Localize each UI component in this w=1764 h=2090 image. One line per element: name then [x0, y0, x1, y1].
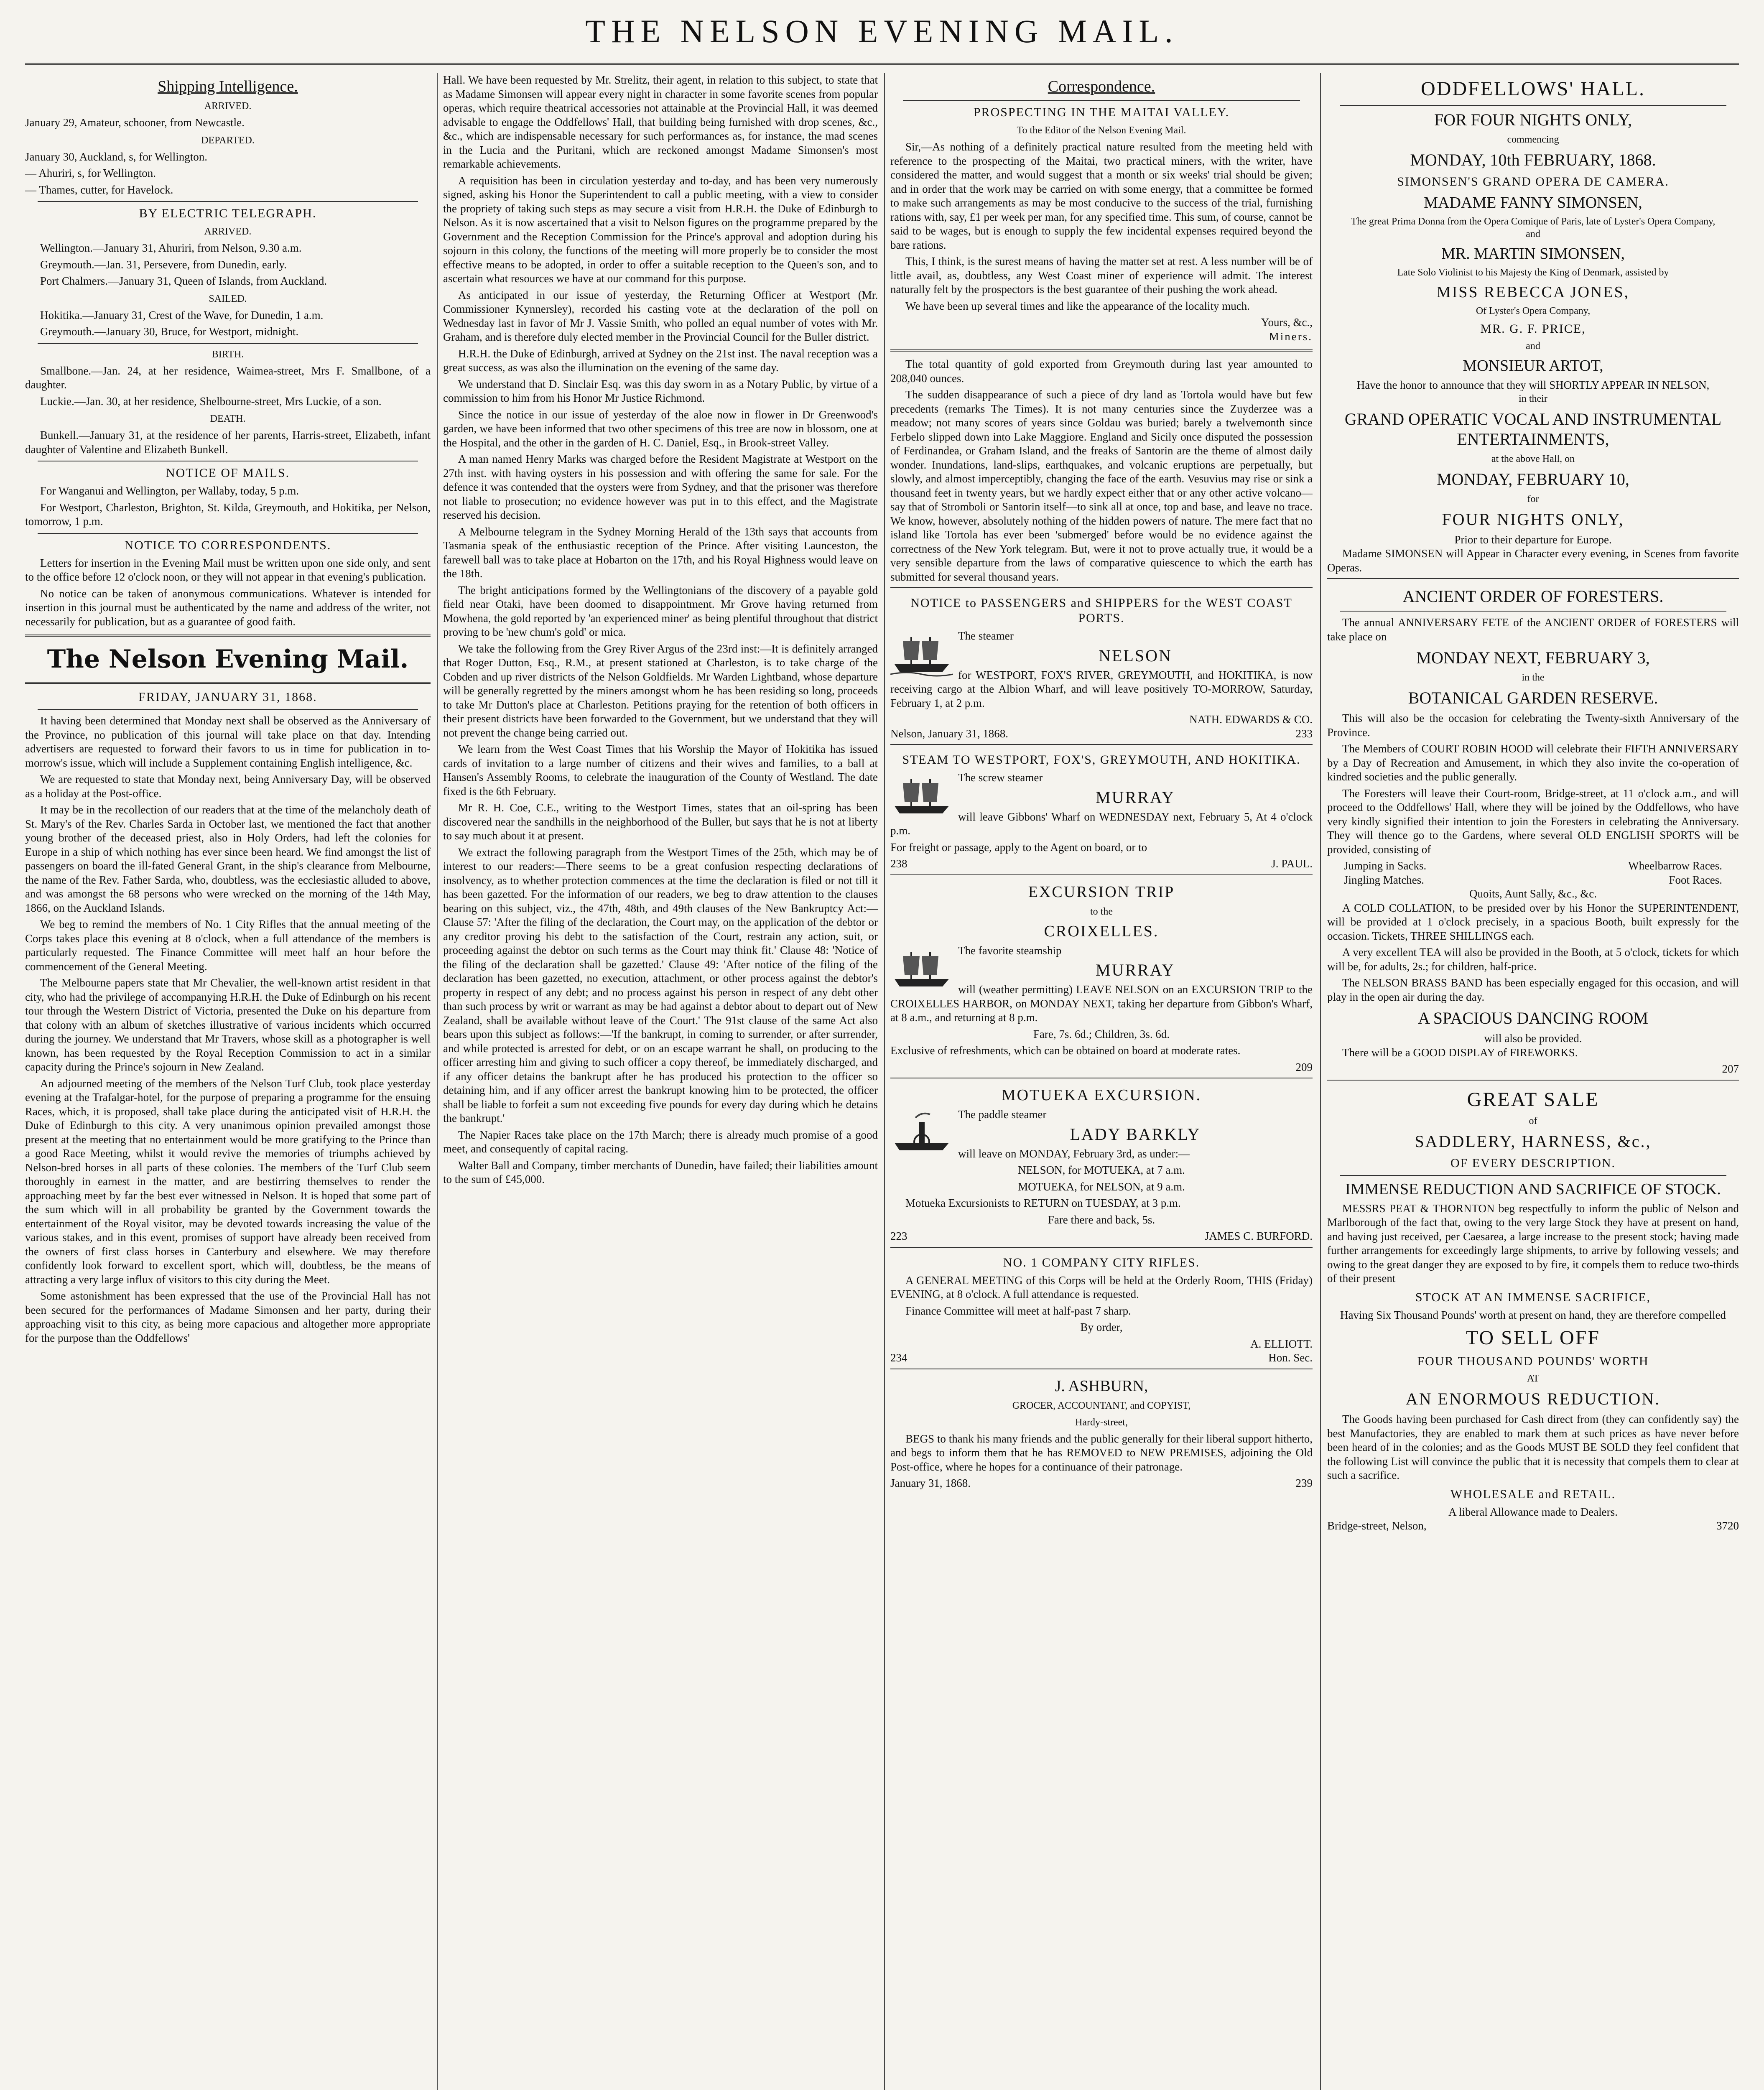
mails-heading: NOTICE OF MAILS. [166, 466, 290, 480]
column-divider [437, 73, 438, 2090]
article-paragraph: A man named Henry Marks was charged before the Resident Magistrate at Westport on the 27th inst. with having oysters in his possession and with offering the same for sale. For the defence it was contended that the oysters were from Sydney, and that the prisoner was therefore not liable to prosecution; no evidence however was put in to this effect, and the Magistrate reserved his decision. [443, 453, 878, 521]
performer-name: MR. G. F. PRICE, [1480, 322, 1586, 336]
ad-text: Of Lyster's Opera Company, [1476, 306, 1591, 316]
ad-saddlery-sale [1327, 1080, 1739, 1533]
ship-icon [890, 631, 953, 677]
article-paragraph: The Napier Races take place on the 17th March; there is already much promise of a good meet, and consequently of capital racing. [443, 1128, 878, 1155]
article-paragraph: We extract the following paragraph from the Westport Times of the 25th, which may be of interest to our readers:—There seems to be a great confusion respecting declarations of insolvency, as to whether protection commences at the time the declaration is filed or not till it has been gazetted. For the information of our readers, we beg to draw attention to the clauses bearing on this subject, viz., the 47th, 48th, and 49th clauses of the New Bankruptcy Act:—Clause 57: 'After the filing of the declaration, the Court may, on the application of the debtor or any creditor proving his debt to the satisfaction of the Court, restrain any action, suit, or proceeding against the debtor on such terms as the Court may think fit.' Clause 48: 'Notice of the filing of the declaration shall be gazetted.' Clause 49: 'After notice of the filing of the declaration has been gazetted, no execution, attachment, or other process against the debtor's property in respect of any debt; and no process against his person in respect of any debt other than such process by writ or warrant as may be had against a debtor about to depart out of New Zealand, shall be available without leave of the Court.' The 91st clause of the same Act also bears upon this subject as follows:—'If the bankrupt, in coming to surrender, or after surrender, and while protected is arrested for debt, or on an escape warrant he shall, on producing to the officer arresting him and giving to such officer a copy thereof, be immediately discharged, and if any officer detains the bankrupt after he has produced his protection to the officer so detaining him, and if any officer arrest the bankrupt knowing him to be protected, the officer shall be liable to forfeit a sum not exceeding five pounds for every day during which he detains the bankrupt.' [443, 846, 878, 1124]
article-paragraph: Walter Ball and Company, timber merchants of Dunedin, have failed; their liabilities amount to the sum of £45,000. [443, 1159, 878, 1185]
shipping-entry: January 30, Auckland, s, for Wellington. [25, 150, 208, 163]
ad-text: The steamer [958, 630, 1014, 642]
letter-paragraph: We have been up several times and like the appearance of the locality much. [905, 299, 1250, 312]
death-heading: DEATH. [210, 413, 246, 424]
shipping-entry: — Ahuriri, s, for Wellington. [25, 167, 156, 179]
tele-arrived-heading: ARRIVED. [204, 226, 252, 237]
ad-signature: JAMES C. BURFORD. [1204, 1230, 1313, 1242]
ad-text: The NELSON BRASS BAND has been especially engaged for this occasion, and will play in the open air during the day. [1327, 976, 1739, 1003]
divider [38, 709, 418, 710]
ad-heading: FOR FOUR NIGHTS ONLY, [1434, 110, 1632, 129]
letter-paragraph: Sir,—As nothing of a definitely practical nature resulted from the meeting held with reference to the prospecting of the Maitai, two practical miners, with the writer, have considered the matter, and would suggest that a month or six weeks' trial should be given; and in order that the work may be carried on with some energy, that a committee be formed to make such arrangements as may be most conducive to the success of the trial, furnishing rations with, say, £1 per week per man, for any specified time. This sum, of course, cannot be said to be wages, but is enough to supply the few incidental expenses required beyond the bare rations. [890, 140, 1313, 251]
ad-text: A very excellent TEA will also be provided in the Booth, at 5 o'clock, tickets for which will be, for adults, 2s.; for children, half-price. [1327, 946, 1739, 973]
ad-heading: NO. 1 COMPANY CITY RIFLES. [1003, 1255, 1200, 1269]
telegraph-entry: Port Chalmers.—January 31, Queen of Islands, from Auckland. [40, 275, 327, 287]
ad-excursion [890, 874, 1313, 1075]
ad-text: Prior to their departure for Europe. [1454, 533, 1612, 546]
ship-name: MURRAY [1096, 788, 1175, 807]
ad-text: Motueka Excursionists to RETURN on TUESDAY, at 3 p.m. [905, 1197, 1181, 1209]
letter-closing: Yours, &c., [1261, 316, 1313, 329]
shipping-entry: — Thames, cutter, for Havelock. [25, 183, 173, 196]
divider [38, 201, 418, 202]
telegraph-entry: Greymouth.—January 30, Bruce, for Westport, midnight. [40, 325, 299, 338]
ad-heading: FOUR NIGHTS ONLY, [1442, 510, 1624, 529]
ad-footer [1327, 1519, 1739, 1533]
ad-text: This will also be the occasion for celebrating the Twenty-sixth Anniversary of the Province. [1327, 712, 1739, 739]
ad-text: The great Prima Donna from the Opera Comique of Paris, late of Lyster's Opera Company, [1351, 216, 1716, 227]
ad-subheading: to the [1090, 906, 1113, 917]
ad-city-rifles [890, 1247, 1313, 1365]
column-2 [443, 73, 878, 2090]
tele-sailed-heading: SAILED. [209, 293, 247, 304]
ad-heading: OF EVERY DESCRIPTION. [1450, 1156, 1616, 1170]
article-paragraph: Since the notice in our issue of yesterday of the aloe now in flower in Dr Greenwood's garden, we have been informed that two other specimens of this tree are now in blossom, one at the Hospital, and the other in the garden of H. C. Daniel, Esq., in Brook-street Valley. [443, 408, 878, 449]
ad-heading: TO SELL OFF [1466, 1327, 1601, 1349]
ad-number: 233 [1295, 727, 1313, 740]
ad-text: MESSRS PEAT & THORNTON beg respectfully to inform the public of Nelson and Marlborough of the fact that, owing to the very large Stock they have at present on hand, and having just received, per Caesarea, a large increase to the present stock; having made further arrangements for exceedingly large shipments, to arrive by following vessels; and owing to the great danger they are exposed to by fire, it compels them to reduce two-thirds of their present [1327, 1202, 1739, 1285]
divider [1340, 611, 1726, 612]
sport-item: Wheelbarrow Races. [1628, 859, 1722, 872]
notice-paragraph: No notice can be taken of anonymous communications. Whatever is intended for insertion in this journal must be authenticated by the name and address of the writer, not necessarily for publication, but as a guarantee of good faith. [25, 587, 431, 628]
ad-foresters [1327, 578, 1739, 1076]
ad-heading: ANCIENT ORDER OF FORESTERS. [1402, 587, 1664, 606]
ad-text: The favorite steamship [958, 944, 1062, 957]
dateline: FRIDAY, JANUARY 31, 1868. [138, 690, 317, 704]
ad-signature: J. PAUL. [1271, 857, 1313, 870]
ad-number: 223 [890, 1230, 907, 1242]
ad-text: commencing [1507, 134, 1559, 145]
sport-item: Jingling Matches. [1344, 873, 1424, 886]
ship-name: NELSON [1099, 646, 1172, 665]
sports-row [1327, 859, 1739, 873]
ad-text: for [1527, 493, 1539, 505]
birth-notice: Smallbone.—Jan. 24, at her residence, Waimea-street, Mrs F. Smallbone, of a daughter. [25, 364, 431, 391]
ad-heading: IMMENSE REDUCTION AND SACRIFICE OF STOCK. [1345, 1180, 1721, 1198]
column-divider [1320, 73, 1321, 2090]
ad-role: Hon. Sec. [1268, 1351, 1313, 1364]
ad-text: NELSON, for MOTUEKA, at 7 a.m. [1018, 1164, 1185, 1176]
ad-heading: FOUR THOUSAND POUNDS' WORTH [1417, 1354, 1649, 1368]
telegraph-heading: BY ELECTRIC TELEGRAPH. [139, 206, 317, 220]
ad-text: Fare there and back, 5s. [1048, 1213, 1155, 1226]
divider [25, 682, 431, 684]
ad-heading: WHOLESALE and RETAIL. [1450, 1487, 1616, 1501]
paddle-steamer-icon [890, 1109, 953, 1155]
ad-text: in their [1519, 393, 1547, 404]
ad-text: Madame SIMONSEN will Appear in Character every evening, in Scenes from favorite Operas. [1327, 547, 1739, 574]
article-paragraph: Mr R. H. Coe, C.E., writing to the Westport Times, states that an oil-spring has been discovered near the sandhills in the neighborhood of the Buller, but says that he is not at liberty to say much about it at present. [443, 801, 878, 842]
ad-footer [890, 727, 1313, 741]
telegraph-entry: Wellington.—January 31, Ahuriri, from Nelson, 9.30 a.m. [40, 242, 302, 254]
death-notice: Bunkell.—January 31, at the residence of her parents, Harris-street, Elizabeth, infant daughter of Valentine and Elizabeth Bunkell. [25, 429, 431, 456]
article-paragraph: A requisition has been in circulation yesterday and to-day, and has been very numerously signed, asking his Honor the Superintendent to call a public meeting, with a view to consider the propriety of taking such steps as may secure a visit from H.R.H. the Duke of Edinburgh to Nelson. As it is now ascertained that a visit to Nelson figures on the programme prepared by the Government and the Reception Commission for the Prince's approval and adoption during his sojourn in this colony, the functions of the meeting will more properly be to consider the most effective means to be adopted, in order to offer a suitable reception to the Queen's son, and to ascertain what resources we have at our command for this purpose. [443, 174, 878, 285]
sport-item: Jumping in Sacks. [1344, 859, 1427, 872]
article-paragraph: We understand that D. Sinclair Esq. was this day sworn in as a Notary Public, by virtue of a commission to him from his Honor Mr Justice Richmond. [443, 377, 878, 404]
performer-name: MONSIEUR ARTOT, [1463, 357, 1603, 375]
letter-salutation: To the Editor of the Nelson Evening Mail. [1017, 125, 1186, 136]
letter-title: PROSPECTING IN THE MAITAI VALLEY. [973, 105, 1230, 119]
mails-entry: For Westport, Charleston, Brighton, St. Kilda, Greymouth, and Hokitika, per Nelson, tomorrow, 1 p.m. [25, 501, 431, 528]
notice-paragraph: Letters for insertion in the Evening Mail must be written upon one side only, and sent to the office before 12 o'clock noon, or they will not appear in that evening's publication. [25, 556, 431, 583]
ad-address: Bridge-street, Nelson, [1327, 1519, 1427, 1532]
ad-text: The Members of COURT ROBIN HOOD will celebrate their FIFTH ANNIVERSARY by a Day of Recreation and Amusement, in which they also invite the co-operation of kindred societies and the public generally. [1327, 742, 1739, 783]
ad-text: Have the honor to announce that they will SHORTLY APPEAR IN NELSON, [1356, 379, 1710, 391]
ad-text: The paddle steamer [958, 1108, 1047, 1121]
ad-motueka [890, 1078, 1313, 1244]
ad-text: Finance Committee will meet at half-past 7 sharp. [905, 1304, 1131, 1317]
ad-number: 238 [890, 857, 907, 870]
ad-text: A GENERAL MEETING of this Corps will be held at the Orderly Room, THIS (Friday) EVENING, at 8 o'clock. A full attendance is requested. [890, 1274, 1313, 1300]
paper-title: The Nelson Evening Mail. [47, 645, 409, 674]
ad-text: Fare, 7s. 6d.; Children, 3s. 6d. [1033, 1027, 1170, 1040]
telegraph-entry: Hokitika.—January 31, Crest of the Wave, for Dunedin, 1 a.m. [40, 308, 324, 321]
ad-number: 239 [1295, 1477, 1313, 1489]
article-paragraph: Some astonishment has been expressed that the use of the Provincial Hall has not been secured for the performances of Madame Simonsen and her party, during their approaching visit to this city, as being more capacious and altogether more appropriate for the purpose than the Oddfellows' [25, 1290, 431, 1344]
correspondence-heading: Correspondence. [1048, 78, 1155, 95]
ad-signature: A. ELLIOTT. [1250, 1337, 1313, 1350]
ad-text: for WESTPORT, FOX'S RIVER, GREYMOUTH, and HOKITIKA, is now receiving cargo at the Albion Wharf, and will leave positively TO-MORROW, Saturday, February 1, at 2 p.m. [890, 668, 1313, 709]
ship-icon [890, 946, 953, 991]
article-paragraph: It having been determined that Monday next shall be observed as the Anniversary of the Province, no publication of this journal will take place on that day. Intending advertisers are requested to forward their favors to us in time for publication in to-morrow's issue, which will include a Supplement containing English intelligence, &c. [25, 714, 431, 769]
ship-name: MURRAY [1096, 961, 1175, 979]
article-paragraph: The total quantity of gold exported from Greymouth during last year amounted to 208,040 ounces. [890, 358, 1313, 385]
article-paragraph: As anticipated in our issue of yesterday, the Returning Officer at Westport (Mr. Commissioner Kynnersley), recorded his casting vote at the declaration of the poll on Wednesday last in favor of Mr J. Vassie Smith, who polled an equal number of votes with Mr. Graham, and is therefore duly elected member in the Provincial Council for the Buller district. [443, 288, 878, 343]
ad-heading: A SPACIOUS DANCING ROOM [1418, 1009, 1648, 1027]
article-paragraph: Hall. We have been requested by Mr. Strelitz, their agent, in relation to this subject, to state that as Madame Simonsen will appear every night in character in some favorite scenes from popular operas, which require theatrical accessories not attainable at the Provincial Hall, it was deemed advisable to engage the Oddfellows' Hall, that building being furnished with drop scenes, &c., &c., which are indispensable necessary for such performances as, for instance, the mad scenes in the Lucia and the Puritani, which are reckoned amongst Madame Simonsen's most remarkable achievements. [443, 74, 878, 170]
ad-heading: MOTUEKA EXCURSION. [1001, 1086, 1202, 1104]
ad-footer [890, 1229, 1313, 1244]
ad-footer [890, 1351, 1313, 1365]
sports-row [1327, 873, 1739, 887]
divider [903, 100, 1300, 101]
performer-name: MR. MARTIN SIMONSEN, [1441, 245, 1625, 263]
ad-heading: BOTANICAL GARDEN RESERVE. [1408, 688, 1658, 707]
ad-heading: MONDAY NEXT, FEBRUARY 3, [1416, 648, 1650, 667]
ad-heading: SADDLERY, HARNESS, &c., [1415, 1132, 1652, 1151]
ad-text: will (weather permitting) LEAVE NELSON on an EXCURSION TRIP to the CROIXELLES HARBOR, on MONDAY NEXT, taking her departure from Gibbon's Wharf, at 8 a.m., and returning at 8 p.m. [890, 983, 1313, 1024]
column-1 [25, 73, 431, 2090]
ad-date: Nelson, January 31, 1868. [890, 727, 1008, 740]
ad-text: By order, [1080, 1321, 1123, 1333]
ad-text: The annual ANNIVERSARY FETE of the ANCIENT ORDER of FORESTERS will take place on [1327, 616, 1739, 643]
sport-item: Foot Races. [1669, 873, 1722, 886]
performer-name: MISS REBECCA JONES, [1436, 283, 1630, 301]
arrived-heading: ARRIVED. [204, 101, 252, 112]
divider [38, 533, 418, 534]
ship-name: LADY BARKLY [1070, 1124, 1201, 1144]
shipping-heading: Shipping Intelligence. [158, 78, 298, 95]
column-divider [884, 73, 885, 2090]
masthead: THE NELSON EVENING MAIL. [585, 13, 1179, 49]
article-paragraph: The Melbourne papers state that Mr Chevalier, the well-known artist resident in that city, who had the privilege of accompanying H.R.H. the Duke of Edinburgh on his recent tour through the Western District of Victoria, presented the Duke on his departure from that colony with an album of sketches illustrative of various incidents which occurred during the journey. We understand that Mr Travers, whose skill as a photographer is well known, has been requested by the Royal Reception Commission to act in a similar capacity during the Prince's sojourn in New Zealand. [25, 976, 431, 1073]
ad-text: MOTUEKA, for NELSON, at 9 a.m. [1018, 1180, 1185, 1193]
telegraph-entry: Greymouth.—Jan. 31, Persevere, from Dunedin, early. [40, 258, 287, 271]
article-paragraph: H.R.H. the Duke of Edinburgh, arrived at Sydney on the 21st inst. The naval reception was a great success, as was also the illumination on the evening of the same day. [443, 347, 878, 374]
ad-heading: MONDAY, 10th FEBRUARY, 1868. [1410, 150, 1656, 169]
ad-heading: J. ASHBURN, [1055, 1377, 1148, 1395]
ad-text: The screw steamer [958, 771, 1043, 784]
article-paragraph: A Melbourne telegram in the Sydney Morning Herald of the 13th says that accounts from Tasmania speak of the enthusiastic reception of the Prince. After visiting Launceston, the farewell ball was to take place at Hobarton on the 17th, and his Royal Highness would leave on the 18th. [443, 525, 878, 580]
ad-text: will also be provided. [1484, 1032, 1582, 1045]
article-paragraph: An adjourned meeting of the members of the Nelson Turf Club, took place yesterday evening at the Trafalgar-hotel, for the purpose of preparing a programme for the ensuing Races, which, it is proposed, shall take place during the anticipated visit of H.R.H. the Duke of Edinburgh to this city. A very unanimous opinion prevailed amongst those present at the meeting that no entertainment would be more gratifying to the Prince than a good Race Meeting, whilst it would revive the memories of triumphs achieved by Nelson-bred horses in all parts of these colonies. The members of the Turf Club seem thoroughly in earnest in the matter, and are bestirring themselves to render the approaching meet by far the best ever witnessed in Nelson. It is hoped that some part of the sum which will in all probability be granted by the Government towards the entertainment of the Royal visitor, may be devoted towards increasing the value of the various stakes, and in this event, promises of support have already been received from the owners of first class horses in Canterbury and elsewhere. We may therefore confidently look forward to excellent sport, which will, doubtless, be the means of attracting a very large influx of visitors to this city during the Meet. [25, 1077, 431, 1286]
ad-text: of [1529, 1115, 1537, 1127]
ad-number: 207 [1722, 1063, 1739, 1075]
performer-name: MADAME FANNY SIMONSEN, [1424, 194, 1642, 212]
ad-text: The Goods having been purchased for Cash direct from (they can confidently say) the best Manufactories, they are enabled to mark them at such prices as have never before been heard of in the colonies; and as the Goods MUST BE SOLD they feel confident that the following List will convince the public that it is necessity that compels them to clear at such a sacrifice. [1327, 1413, 1739, 1481]
ad-heading: GREAT SALE [1467, 1088, 1599, 1111]
divider [890, 349, 1313, 352]
ad-heading: GRAND OPERATIC VOCAL AND INSTRUMENTAL ENTERTAINMENTS, [1344, 409, 1722, 449]
masthead-rule [25, 63, 1739, 65]
article-paragraph: It may be in the recollection of our readers that at the time of the melancholy death of St. Mary's of the Rev. Charles Sarda in October last, we mentioned the fact that another young brother of the deceased priest, also in Holy Orders, had left the colonies for Europe in a ship of which nothing has ever since been heard. We find amongst the list of passengers on board the ill-fated General Grant, in the ship's clearance from Melbourne, the name of the Rev. Father Sarda, who, doubtless, was the ecclesiastic alluded to above, and was amongst the 68 persons who were wrecked on the morning of the 14th May, 1866, on the Auckland Islands. [25, 803, 431, 914]
ad-text: There will be a GOOD DISPLAY of FIREWORKS. [1342, 1046, 1578, 1059]
ad-heading: SIMONSEN'S GRAND OPERA DE CAMERA. [1397, 175, 1669, 189]
column-4 [1327, 73, 1739, 2090]
divider [1340, 1175, 1726, 1176]
ad-text: Exclusive of refreshments, which can be obtained on board at moderate rates. [890, 1044, 1241, 1057]
ad-heading: ODDFELLOWS' HALL. [1421, 78, 1645, 100]
mails-entry: For Wanganui and Wellington, per Wallaby, today, 5 p.m. [40, 484, 299, 497]
divider [38, 343, 418, 344]
ad-passengers [890, 587, 1313, 741]
divider [25, 635, 431, 637]
ad-date: January 31, 1868. [890, 1477, 971, 1489]
ad-text: and [1526, 341, 1540, 352]
ad-text: in the [1522, 672, 1545, 683]
ad-text: For freight or passage, apply to the Agent on board, or to [890, 841, 1147, 854]
column-3 [890, 73, 1313, 2090]
letter-signature: Miners. [1269, 330, 1313, 343]
article-paragraph: The bright anticipations formed by the Wellingtonians of the discovery of a payable gold field near Otaki, have been doomed to disappointment. Mr Grove having returned from Mowhena, the gold reported by 'an experienced miner' as being plentiful throughout that district proving to be 'new chum's gold' or mica. [443, 584, 878, 638]
ad-heading: MONDAY, FEBRUARY 10, [1437, 469, 1629, 489]
article-paragraph: We are requested to state that Monday next, being Anniversary Day, will be observed as a holiday at the Post-office. [25, 773, 431, 800]
ad-heading: CROIXELLES. [1044, 922, 1159, 940]
ad-text: will leave on MONDAY, February 3rd, as under:— [958, 1147, 1190, 1160]
ad-text: Late Solo Violinist to his Majesty the King of Denmark, assisted by [1397, 267, 1669, 278]
ad-street: Hardy-street, [1075, 1417, 1128, 1428]
ad-heading: STOCK AT AN IMMENSE SACRIFICE, [1415, 1290, 1651, 1304]
departed-heading: DEPARTED. [201, 135, 255, 146]
article-paragraph: We beg to remind the members of No. 1 City Rifles that the annual meeting of the Corps takes place this evening at 8 o'clock, when a full attendance of the members is particularly requested. The Finance Committee will meet half an hour before the commencement of the General Meeting. [25, 918, 431, 973]
ad-text: Having Six Thousand Pounds' worth at present on hand, they are therefore compelled [1340, 1308, 1726, 1321]
birth-notice: Luckie.—Jan. 30, at her residence, Shelbourne-street, Mrs Luckie, of a son. [40, 395, 382, 408]
ad-footer [890, 1476, 1313, 1491]
ad-text: and [1526, 229, 1540, 240]
article-paragraph: The sudden disappearance of such a piece of dry land as Tortola would have but few precedents (remarks The Times). It is not many centuries since the Zuyderzee was a meadow; not many scores of years since Goldau was buried; barely a twelvemonth since Ferbelo slipped down into Lake Maggiore. England and Sicily once disputed the possession of Ferdinandea, or Graham Island, and the freaks of Santorin are the theme of almost daily wonder. Inundations, land-slips, earthquakes, and volcanic eruptions are perpetually, but slowly, and almost imperceptibly, changing the face of the earth. Vesuvius may rise or sink a thousand feet in twenty years, but we hardly expect either that or any other active volcano—say that of Stromboli or Santorin itself—to sink all at once, top and base, and leave no trace. We know, however, absolutely nothing of the hidden powers of nature. The mere fact that no island like Tortola has ever been 'submerged' before would be no evidence against the correctness of the New York telegram. But, were it not to prove actually true, it would be a very sensible departure from the laws of comparative quiescence to which the earth has submitted for several thousand years. [890, 388, 1313, 583]
ad-number: 209 [1295, 1060, 1313, 1073]
shipping-entry: January 29, Amateur, schooner, from Newcastle. [25, 116, 245, 129]
ad-signature: NATH. EDWARDS & CO. [1189, 713, 1313, 726]
ad-subheading: GROCER, ACCOUNTANT, and COPYIST, [1012, 1400, 1191, 1411]
ad-heading: EXCURSION TRIP [1028, 883, 1175, 901]
sport-item: Quoits, Aunt Sally, &c., &c. [1469, 887, 1597, 900]
correspondents-heading: NOTICE TO CORRESPONDENTS. [124, 538, 331, 552]
ad-text: The Foresters will leave their Court-room, Bridge-street, at 11 o'clock a.m., and will proceed to the Oddfellows' Hall, where they will be joined by the Oddfellows, who have very kindly signified their intention to join the Foresters in celebrating the Anniversary. They will thence go to the Gardens, where several OLD ENGLISH SPORTS will be provided, consisting of [1327, 787, 1739, 856]
ad-heading: AN ENORMOUS REDUCTION. [1405, 1389, 1661, 1408]
letter-paragraph: This, I think, is the surest means of having the matter set at rest. A less number will be of little avail, as, doubtless, any West Coast miner of experience will admit. The interest naturally felt by the prospectors is the best guarantee of their pushing the work ahead. [890, 255, 1313, 296]
ship-icon [890, 772, 953, 818]
ad-steam-westport [890, 744, 1313, 871]
ad-text: A COLD COLLATION, to be presided over by his Honor the SUPERINTENDENT, will be provided at 1 o'clock precisely, in a spacious Booth, built expressly for the occasion. Tickets, THREE SHILLINGS each. [1327, 901, 1739, 942]
ad-text: BEGS to thank his many friends and the public generally for their liberal support hitherto, and begs to inform them that he has REMOVED to NEW PREMISES, adjoining the Old Post-office, where he hopes for a continuance of their patronage. [890, 1432, 1313, 1473]
ad-heading: STEAM TO WESTPORT, FOX'S, GREYMOUTH, AND HOKITIKA. [902, 753, 1301, 767]
ad-text: A liberal Allowance made to Dealers. [1448, 1505, 1618, 1518]
ad-ashburn [890, 1369, 1313, 1491]
ad-number: 234 [890, 1351, 907, 1364]
divider [1340, 105, 1726, 106]
ad-text: AT [1527, 1373, 1540, 1384]
birth-heading: BIRTH. [212, 349, 244, 360]
ad-text: will leave Gibbons' Wharf on WEDNESDAY next, February 5, At 4 o'clock p.m. [890, 810, 1313, 837]
ad-number: 3720 [1716, 1519, 1739, 1532]
ad-heading: NOTICE to PASSENGERS and SHIPPERS for the WEST COAST PORTS. [910, 596, 1292, 625]
ad-text: at the above Hall, on [1491, 453, 1575, 464]
ad-footer [890, 857, 1313, 871]
article-paragraph: We learn from the West Coast Times that his Worship the Mayor of Hokitika has issued cards of invitation to a large number of citizens and their wives and families, to a ball at Hansen's Assembly Rooms, to celebrate the inauguration of the County of Westland. The date fixed is the 6th February. [443, 743, 878, 798]
article-paragraph: We take the following from the Grey River Argus of the 23rd inst:—It is definitely arranged that Roger Dutton, Esq., R.M., at present stationed at Charleston, is to take charge of the Cobden and up river districts of the Nelson Goldfields. Mr Warden Lightband, whose departure will be generally regretted by the miners amongst whom he has been residing so long, proceeds to take Mr Dutton's place at Charleston. Petitions praying for the retention of both officers in their present districts have been forwarded to the Government, but we understand that they will not prevent the change being carried out. [443, 642, 878, 739]
